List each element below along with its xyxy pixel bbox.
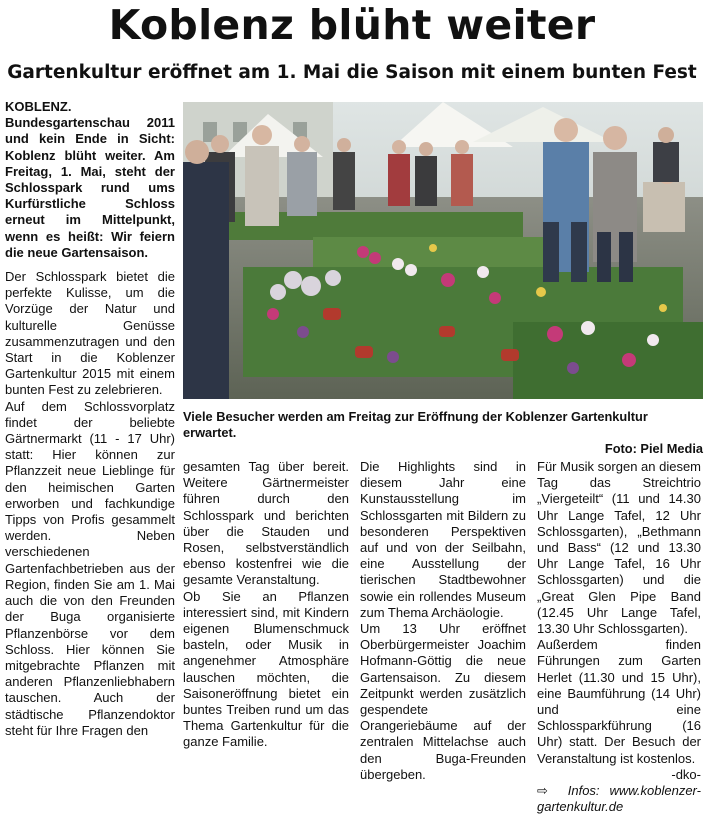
photo-caption [183,409,703,457]
author-signature: -dko- [671,766,701,782]
paragraph-highlights-cont: Die Highlights sind in diesem Jahr eine Kunstausstellung im Schlossgarten mit Bildern zu besonderen Perspektiven auf und von der Seilbahn, eine Ausstellung der tierischen Stadtbewohner sowie ein rollendes Museum zum Thema Archäologie. [360,459,526,620]
paragraph-musik-cont: Für Musik sorgen an diesem Tag das Streichtrio „Viergeteilt“ (11 und 14.30 Uhr Lange Tafel, 12 Uhr Schlossgarten), „Bethmann und Bass“ (12 und 13.30 Uhr Lange Tafel, 16 Uhr Schlossgarten) und die „Great Glen Pipe Band (12.45 Uhr Lange Tafel, 13.30 Uhr Schlossgarten). [537,459,702,637]
paragraph-eroeffnung: Um 13 Uhr eröffnet Oberbürgermeister Joachim Hofmann-Göttig die neue Gartensaison. Zu diesem Zeitpunkt werden zusätzlich gespendete Orangeriebäume auf der zentralen Mittelachse auch den Buga-Freunden übergeben. [360,621,526,782]
photo-credit: Foto: Piel Media [604,441,703,456]
column-1 [5,99,175,752]
lead-paragraph: KOBLENZ. Bundesgartenschau 2011 und kein Ende in Sicht: Koblenz blüht weiter. Am Freitag, 1. Mai, steht der Schlosspark rund ums Kurfürstliche Schloss erneut im Mittelpunkt, wenn es heißt: Wir feiern die neue Gartensaison. [5,99,175,260]
headline: Koblenz blüht weiter [108,1,596,49]
column-4 [537,459,702,815]
arrow-right-icon: ⇨ [537,783,548,799]
paragraph-gaertnermarkt: Auf dem Schlossvorplatz findet der beliebte Gärtnermarkt (11 - 17 Uhr) statt: Hier können zur Pflanzzeit neue Lieblinge für den heimischen Garten erworben und fachkundige Tipps von Profis gesammelt werden. Neben verschiedenen Gartenfachbetrieben aus der Region, finden Sie am 1. Mai auch die von den Freunden der Buga organisierte Pflanzenbörse vor dem Schloss. Hier können Sie mitgebrachte Pflanzen mit anderen Pflanzenliebhabern tauschen. Auch der städtische Pflanzendoktor steht für Ihre Fragen den [5,398,175,738]
paragraph-fuehrungen: Außerdem finden Führungen zum Garten Herlet (11.30 und 15 Uhr), eine Baumführung (14 Uhr) und eine Schlossparkführung (16 Uhr) statt. Der Besuch der Veranstaltung ist kostenlos. [537,637,701,766]
subheadline: Gartenkultur eröffnet am 1. Mai die Saison mit einem bunten Fest [7,62,697,83]
info-link[interactable]: Infos: www.koblenzer-gartenkultur.de [537,783,701,815]
column-2 [183,459,349,752]
paragraph-familie: Ob Sie an Pflanzen interessiert sind, mit Kindern eigenen Blumenschmuck basteln, oder Musik in angenehmer Atmosphäre lauschen möchten, die Saisoneröffnung bietet ein buntes Treiben rund um das Thema Gartenkultur für die ganze Familie. [183,588,349,750]
market-photo [183,102,703,399]
column-3 [360,459,526,782]
caption-text: Viele Besucher werden am Freitag zur Eröffnung der Koblenzer Gartenkultur erwartet. [183,409,648,440]
paragraph-schlosspark: Der Schlosspark bietet die perfekte Kulisse, um die Vorzüge der Natur und kulturelle Genüsse zusammenzutragen und den Start in die Koblenzer Gartenkultur 2015 mit einem bunten Fest zu zelebrieren. [5,269,175,398]
paragraph-gaertnermarkt-cont: gesamten Tag über bereit. Weitere Gärtnermeister führen durch den Schlosspark und berichten über die Stauden und Rosen, selbstverständlich ebenso kostenfrei wie die gesamte Veranstaltung. [183,459,349,588]
info-line [537,783,701,815]
